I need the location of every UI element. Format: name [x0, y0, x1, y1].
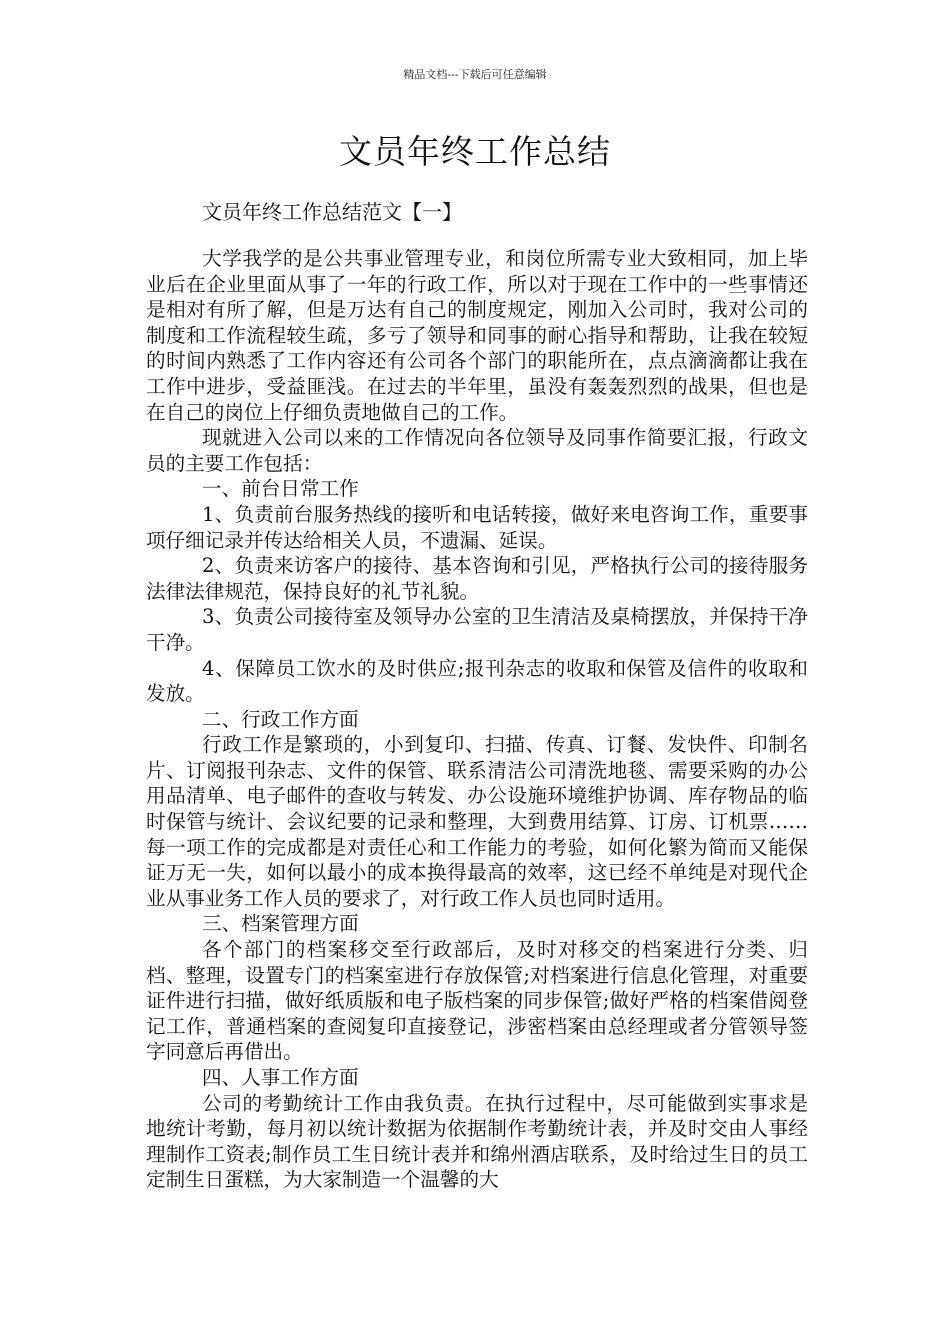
document-body [146, 246, 808, 1193]
paragraph: 行政工作是繁琐的，小到复印、扫描、传真、订餐、发快件、印制名片、订阅报刊杂志、文件的保管、联系清洁公司清洗地毯、需要采购的办公用品清单、电子邮件的查收与转发、办公设施环境维护协调、库存物品的临时保管与统计、会议纪要的记录和整理，大到费用结算、订房、订机票……每一项工作的完成都是对责任心和工作能力的考验，如何化繁为简而又能保证万无一失，如何以最小的成本换得最高的效率，这已经不单纯是对现代企业从事业务工作人员的要求了，对行政工作人员也同时适用。 [146, 733, 808, 910]
document-title: 文员年终工作总结 [339, 132, 611, 171]
paragraph: 公司的考勤统计工作由我负责。在执行过程中，尽可能做到实事求是地统计考勤，每月初以统计数据为依据制作考勤统计表，并及时交由人事经理制作工资表;制作员工生日统计表并和绵州酒店联系，及时给过生日的员工定制生日蛋糕，为大家制造一个温馨的大 [146, 1091, 808, 1192]
paragraph: 大学我学的是公共事业管理专业，和岗位所需专业大致相同，加上毕业后在企业里面从事了一年的行政工作，所以对于现在工作中的一些事情还是相对有所了解，但是万达有自己的制度规定，刚加入公司时，我对公司的制度和工作流程较生疏，多亏了领导和同事的耐心指导和帮助，让我在较短的时间内熟悉了工作内容还有公司各个部门的职能所在，点点滴滴都让我在工作中进步，受益匪浅。在过去的半年里，虽没有轰轰烈烈的战果，但也是在自己的岗位上仔细负责地做自己的工作。 [146, 247, 808, 424]
paragraph: 现就进入公司以来的工作情况向各位领导及同事作简要汇报，行政文员的主要工作包括： [146, 426, 808, 475]
paragraph: 2、负责来访客户的接待、基本咨询和引见，严格执行公司的接待服务法律法律规范，保持良好的礼节礼貌。 [146, 554, 808, 603]
section-heading: 四、人事工作方面 [202, 1066, 359, 1089]
paragraph: 各个部门的档案移交至行政部后，及时对移交的档案进行分类、归档、整理，设置专门的档案室进行存放保管;对档案进行信息化管理，对重要证件进行扫描，做好纸质版和电子版档案的同步保管;做好严格的档案借阅登记工作，普通档案的查阅复印直接登记，涉密档案由总经理或者分管领导签字同意后再借出。 [146, 938, 808, 1064]
paragraph: 4、保障员工饮水的及时供应;报刊杂志的收取和保管及信件的收取和发放。 [146, 656, 808, 706]
section-heading: 一、前台日常工作 [202, 477, 359, 501]
paragraph: 3、负责公司接待室及领导办公室的卫生清洁及桌椅摆放，并保持干净干净。 [146, 605, 808, 654]
paragraph: 1、负责前台服务热线的接听和电话转接，做好来电咨询工作，重要事项仔细记录并传达给相关人员，不遗漏、延误。 [146, 502, 808, 552]
section-heading: 二、行政工作方面 [202, 707, 359, 731]
document-subtitle: 文员年终工作总结范文【一】 [202, 200, 462, 224]
header-note: 精品文档---下载后可任意编辑 [403, 68, 547, 81]
section-heading: 三、档案管理方面 [202, 912, 359, 936]
